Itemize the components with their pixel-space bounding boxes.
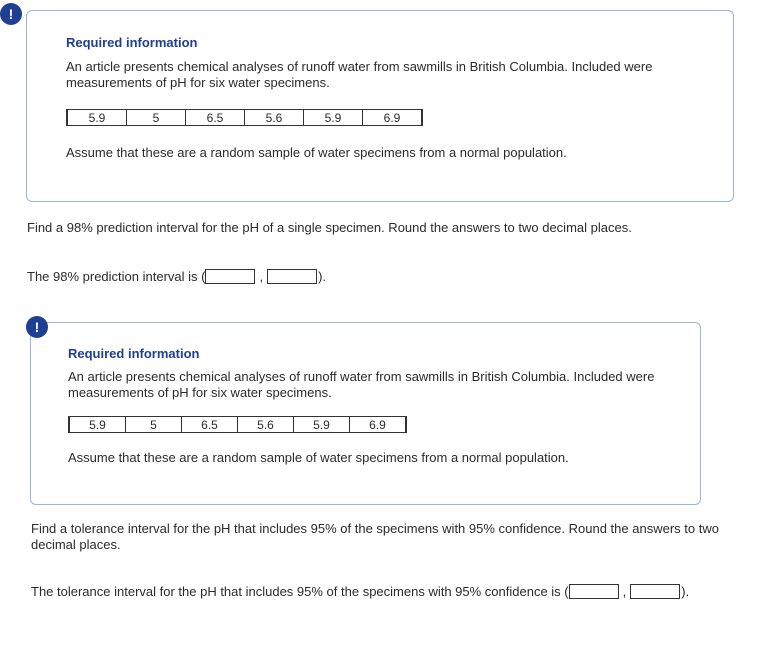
- ph-value-cell: 6.9: [363, 110, 423, 126]
- answer-prefix: The 98% prediction interval is (: [27, 269, 206, 284]
- question-text: Find a tolerance interval for the pH that includes 95% of the specimens with 95% confidence. Round the answers to two decimal places.: [31, 521, 719, 552]
- ph-value-cell: 5.6: [238, 417, 294, 433]
- ph-value-cell: 5.9: [69, 417, 126, 433]
- alert-icon: !: [26, 316, 48, 338]
- article-description: An article presents chemical analyses of runoff water from sawmills in British Columbia. Included were measurements of pH for six water specimens.: [66, 59, 653, 90]
- ph-values-table: [68, 416, 407, 433]
- article-description: An article presents chemical analyses of runoff water from sawmills in British Columbia. Included were measurements of pH for six water specimens.: [68, 369, 655, 400]
- answer-separator: ,: [622, 584, 627, 599]
- lower-bound-input[interactable]: [569, 584, 619, 599]
- ph-value-cell: 6.5: [186, 110, 245, 126]
- alert-icon: !: [0, 3, 22, 25]
- answer-separator: ,: [259, 269, 264, 284]
- ph-value-cell: 5: [127, 110, 186, 126]
- answer-row: [31, 584, 689, 599]
- ph-value-cell: 5.9: [67, 110, 127, 126]
- ph-value-cell: 5: [126, 417, 182, 433]
- question-text: Find a 98% prediction interval for the pH of a single specimen. Round the answers to two decimal places.: [27, 220, 632, 235]
- required-info-title: Required information: [66, 35, 198, 50]
- answer-row: [27, 269, 326, 284]
- required-info-title: Required information: [68, 346, 200, 361]
- upper-bound-input[interactable]: [267, 269, 317, 284]
- ph-value-cell: 5.9: [304, 110, 363, 126]
- answer-suffix: ).: [681, 584, 690, 599]
- assumption-text: Assume that these are a random sample of water specimens from a normal population.: [68, 450, 569, 465]
- assumption-text: Assume that these are a random sample of water specimens from a normal population.: [66, 145, 567, 160]
- lower-bound-input[interactable]: [205, 269, 255, 284]
- answer-prefix: The tolerance interval for the pH that includes 95% of the specimens with 95% confidence is (: [31, 584, 569, 599]
- ph-value-cell: 5.9: [294, 417, 350, 433]
- answer-suffix: ).: [318, 269, 327, 284]
- ph-value-cell: 6.9: [350, 417, 407, 433]
- ph-values-table: [66, 109, 423, 126]
- ph-value-cell: 6.5: [182, 417, 238, 433]
- upper-bound-input[interactable]: [630, 584, 680, 599]
- ph-value-cell: 5.6: [245, 110, 304, 126]
